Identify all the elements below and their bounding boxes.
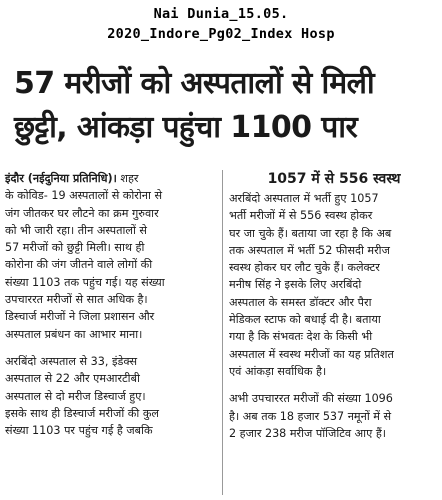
body-line: उपचाररत मरीजों से सात अधिक है। [5,293,148,307]
body-line: डिस्चार्ज मरीजों ने जिला प्रशासन और [5,310,155,324]
body-line: अस्पताल प्रबंधन का आभार माना। [5,327,143,341]
body-line: मेडिकल स्टाफ को बधाई दी है। बताया [229,313,381,327]
dateline: इंदौर (नईदुनिया प्रतिनिधि)। [5,172,117,185]
body-line: स्वस्थ होकर घर लौट चुके हैं। कलेक्टर [229,261,380,275]
caption-line-2: 2020_Indore_Pg02_Index Hosp [107,26,335,42]
body-line: मनीष सिंह ने इसके लिए अरबिंदो [229,278,362,292]
body-line: इसके साथ ही डिस्चार्ज मरीजों की कुल [5,406,159,420]
body-line: 57 मरीजों को छुट्टी मिली। साथ ही [5,241,145,255]
body-line: को भी जारी रहा। तीन अस्पतालों से [5,223,147,237]
body-line: अरबिंदो अस्पताल में भर्ती हुए 1057 [229,192,379,205]
right-para-1 [229,190,439,380]
body-line: एवं आंकड़ा सर्वाधिक है। [229,364,327,378]
body-line: जंग जीतकर घर लौटने का क्रम गुरुवार [5,206,159,220]
caption-line-1: Nai Dunia_15.05. [153,6,289,22]
right-article-column [229,170,439,442]
left-article-column [5,170,218,439]
body-line: शहर [116,172,139,185]
body-line: गया है कि संभवतः देश के किसी भी [229,330,373,344]
headline-line-2: छुट्टी, आंकड़ा पहुंचा 1100 पार [14,110,358,145]
right-para-2 [229,390,439,442]
body-line: संख्या 1103 तक पहुंच गई। यह संख्या [5,275,165,289]
body-line: भर्ती मरीजों में से 556 स्वस्थ होकर [229,209,373,223]
headline [14,62,438,150]
headline-line-1: 57 मरीजों को अस्पतालों से मिली [14,66,375,101]
body-line: है। अब तक 18 हजार 537 नमूनों में से [229,409,392,423]
body-line: 2 हजार 238 मरीज पॉजिटिव आए हैं। [229,426,386,440]
left-para-1 [5,170,218,343]
body-line: अस्पताल से 22 और एमआरटीबी [5,372,140,386]
body-line: अस्पताल से दो मरीज डिस्चार्ज हुए। [5,389,146,403]
image-caption [0,4,442,44]
body-line: अस्पताल में स्वस्थ मरीजों का यह प्रतिशत [229,347,394,361]
subheading: 1057 में से 556 स्वस्थ [267,171,401,187]
body-line: कोरोना की जंग जीतने वाले लोगों की [5,258,153,272]
body-line: तक अस्पताल में भर्ती 52 फीसदी मरीज [229,243,390,257]
body-line: के कोविड- 19 अस्पतालों से कोरोना से [5,189,163,203]
body-line: अस्पताल के समस्त डॉक्टर और पैरा [229,295,372,309]
body-line: संख्या 1103 पर पहुंच गई है जबकि [5,424,153,438]
body-line: अभी उपचाररत मरीजों की संख्या 1096 [229,392,393,406]
left-para-2 [5,353,218,439]
body-line: घर जा चुके हैं। बताया जा रहा है कि अब [229,226,392,240]
body-line: अरबिंदो अस्पताल से 33, इंडेक्स [5,354,138,368]
column-divider [222,170,223,495]
